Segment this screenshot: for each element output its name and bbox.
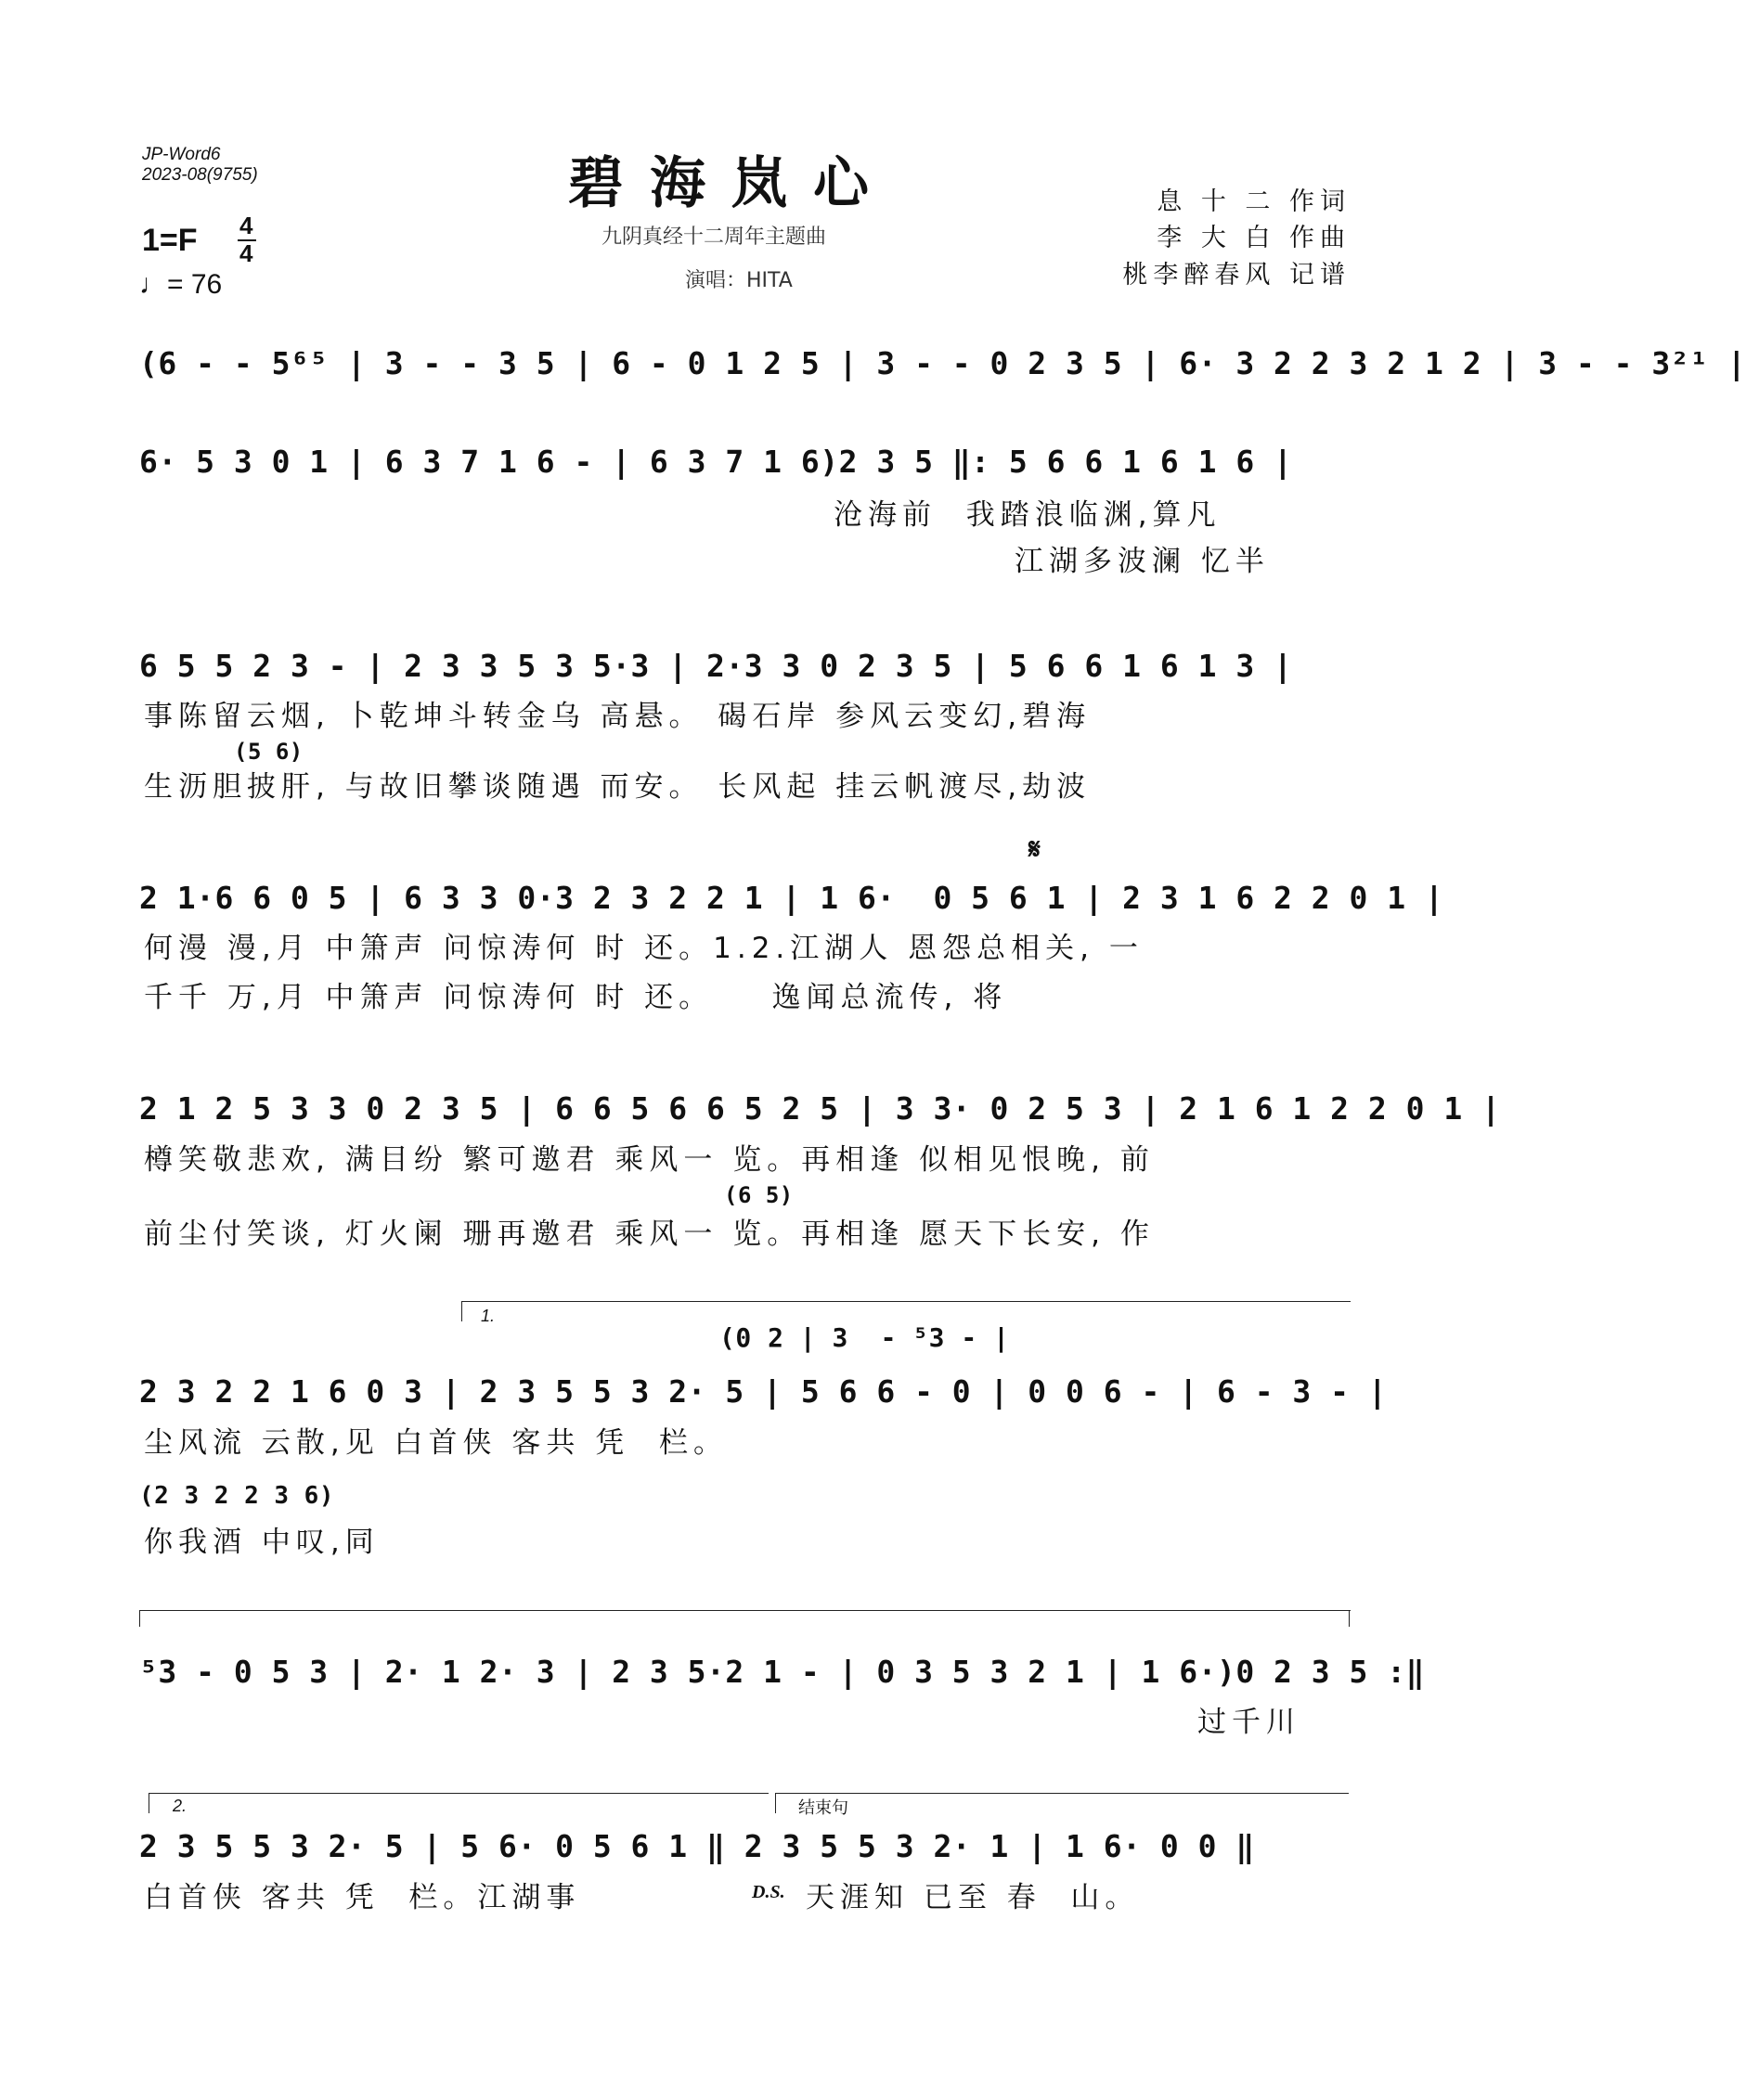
ending-2-label: 2. bbox=[173, 1797, 188, 1815]
score-row-7: ⁵3 - 0 5 3 | 2· 1 2· 3 | 2 3 5·2 1 - | 0 3 5 3 2 1 | 1 6·)0 2 3 5 :‖ bbox=[139, 1654, 1426, 1690]
time-signature-bottom: 4 bbox=[239, 239, 253, 267]
lyricist-credit: 息 十 二 作词 bbox=[1157, 187, 1351, 216]
lyric-row-4-verse-1: 何漫 漫,月 中箫声 问惊涛何 时 还。1.2.江湖人 恩怨总相关, 一 bbox=[144, 932, 1144, 965]
page-title: 碧海岚心 bbox=[568, 151, 895, 216]
transcriber-credit: 桃李醉春风 记谱 bbox=[1122, 261, 1351, 290]
lyric-row-5-verse-2: 前尘付笑谈, 灯火阑 珊再邀君 乘风一 览。再相逢 愿天下长安, 作 bbox=[144, 1217, 1155, 1251]
subtitle: 九阴真经十二周年主题曲 bbox=[601, 225, 827, 249]
lyric-row-6-verse-2: 你我酒 中叹,同 bbox=[144, 1526, 380, 1559]
version-label: 2023-08(9755) bbox=[142, 165, 258, 185]
system-bracket bbox=[139, 1610, 1351, 1611]
score-row-6: 2 3 2 2 1 6 0 3 | 2 3 5 5 3 2· 5 | 5 6 6 - 0 | 0 0 6 - | 6 - 3 - | bbox=[139, 1373, 1388, 1410]
score-row-5: 2 1 2 5 3 3 0 2 3 5 | 6 6 5 6 6 5 2 5 | 3 3· 0 2 5 3 | 2 1 6 1 2 2 0 1 | bbox=[139, 1090, 1501, 1127]
ending-1-bracket-left bbox=[461, 1301, 462, 1321]
alt-notes-row-3: (5 6) bbox=[234, 739, 304, 765]
lyric-row-4-verse-2: 千千 万,月 中箫声 问惊涛何 时 还。 逸闻总流传, 将 bbox=[144, 981, 1008, 1014]
lyric-row-8-a: 白首侠 客共 凭 栏。江湖事 bbox=[144, 1881, 581, 1914]
score-row-8: 2 3 5 5 3 2· 5 | 5 6· 0 5 6 1 ‖ 2 3 5 5 3 2· 1 | 1 6· 0 0 ‖ bbox=[139, 1828, 1255, 1864]
alt-notes-row-6: (2 3 2 2 3 6) bbox=[139, 1482, 334, 1510]
lyric-row-2-verse-2: 江湖多波澜 忆半 bbox=[1015, 545, 1270, 578]
lyric-row-5-verse-1: 樽笑敬悲欢, 满目纷 繁可邀君 乘风一 览。再相逢 似相见恨晚, 前 bbox=[144, 1143, 1155, 1177]
singer: 演唱：HITA bbox=[685, 269, 793, 292]
lyric-row-7: 过千川 bbox=[1197, 1706, 1300, 1739]
software-label: JP-Word6 bbox=[142, 145, 221, 164]
composer-credit: 李 大 白 作曲 bbox=[1157, 224, 1351, 252]
lyric-row-2-verse-1: 沧海前 我踏浪临渊,算凡 bbox=[834, 498, 1222, 532]
lyric-row-3-verse-1: 事陈留云烟, 卜乾坤斗转金乌 高悬。 碣石岸 参风云变幻,碧海 bbox=[144, 700, 1092, 733]
score-row-1: (6 - - 5⁶⁵ | 3 - - 3 5 | 6 - 0 1 2 5 | 3 - - 0 2 3 5 | 6· 3 2 2 3 2 1 2 | 3 - - 3²¹ | bbox=[139, 345, 1746, 381]
lyric-row-3-verse-2: 生沥胆披肝, 与故旧攀谈随遇 而安。 长风起 挂云帆渡尽,劫波 bbox=[144, 770, 1092, 804]
coda-bracket-left bbox=[775, 1793, 776, 1813]
tempo-marking: ♩= 76 bbox=[139, 269, 223, 300]
system-bracket-right bbox=[1349, 1610, 1350, 1627]
lyric-row-8-b: 天涯知 已至 春 山。 bbox=[806, 1881, 1140, 1914]
alt-notes-row-5: (6 5) bbox=[724, 1182, 794, 1208]
key-signature: 1=F bbox=[142, 223, 198, 258]
score-row-4: 2 1·6 6 0 5 | 6 3 3 0·3 2 3 2 2 1 | 1 6· 0 5 6 1 | 2 3 1 6 2 2 0 1 | bbox=[139, 880, 1444, 916]
time-signature-top: 4 bbox=[239, 212, 253, 239]
system-bracket-left bbox=[139, 1610, 140, 1627]
coda-label: 结束句 bbox=[798, 1798, 848, 1817]
segno-sign: 𝄋 bbox=[1028, 833, 1041, 866]
score-row-3: 6 5 5 2 3 - | 2 3 3 5 3 5·3 | 2·3 3 0 2 3 5 | 5 6 6 1 6 1 3 | bbox=[139, 648, 1293, 684]
score-row-2: 6· 5 3 0 1 | 6 3 7 1 6 - | 6 3 7 1 6)2 3 5 ‖: 5 6 6 1 6 1 6 | bbox=[139, 444, 1293, 480]
ending-1-label: 1. bbox=[481, 1307, 496, 1325]
dal-segno-mark: D.S. bbox=[752, 1882, 785, 1902]
coda-bracket bbox=[775, 1793, 1349, 1794]
ending-2-bracket bbox=[149, 1793, 769, 1794]
lyric-row-6-verse-1: 尘风流 云散,见 白首侠 客共 凭 栏。 bbox=[144, 1426, 728, 1460]
ending-1-bracket bbox=[461, 1301, 1351, 1302]
upper-voice-row-6: (0 2 | 3 - ⁵3 - | bbox=[719, 1322, 1010, 1353]
